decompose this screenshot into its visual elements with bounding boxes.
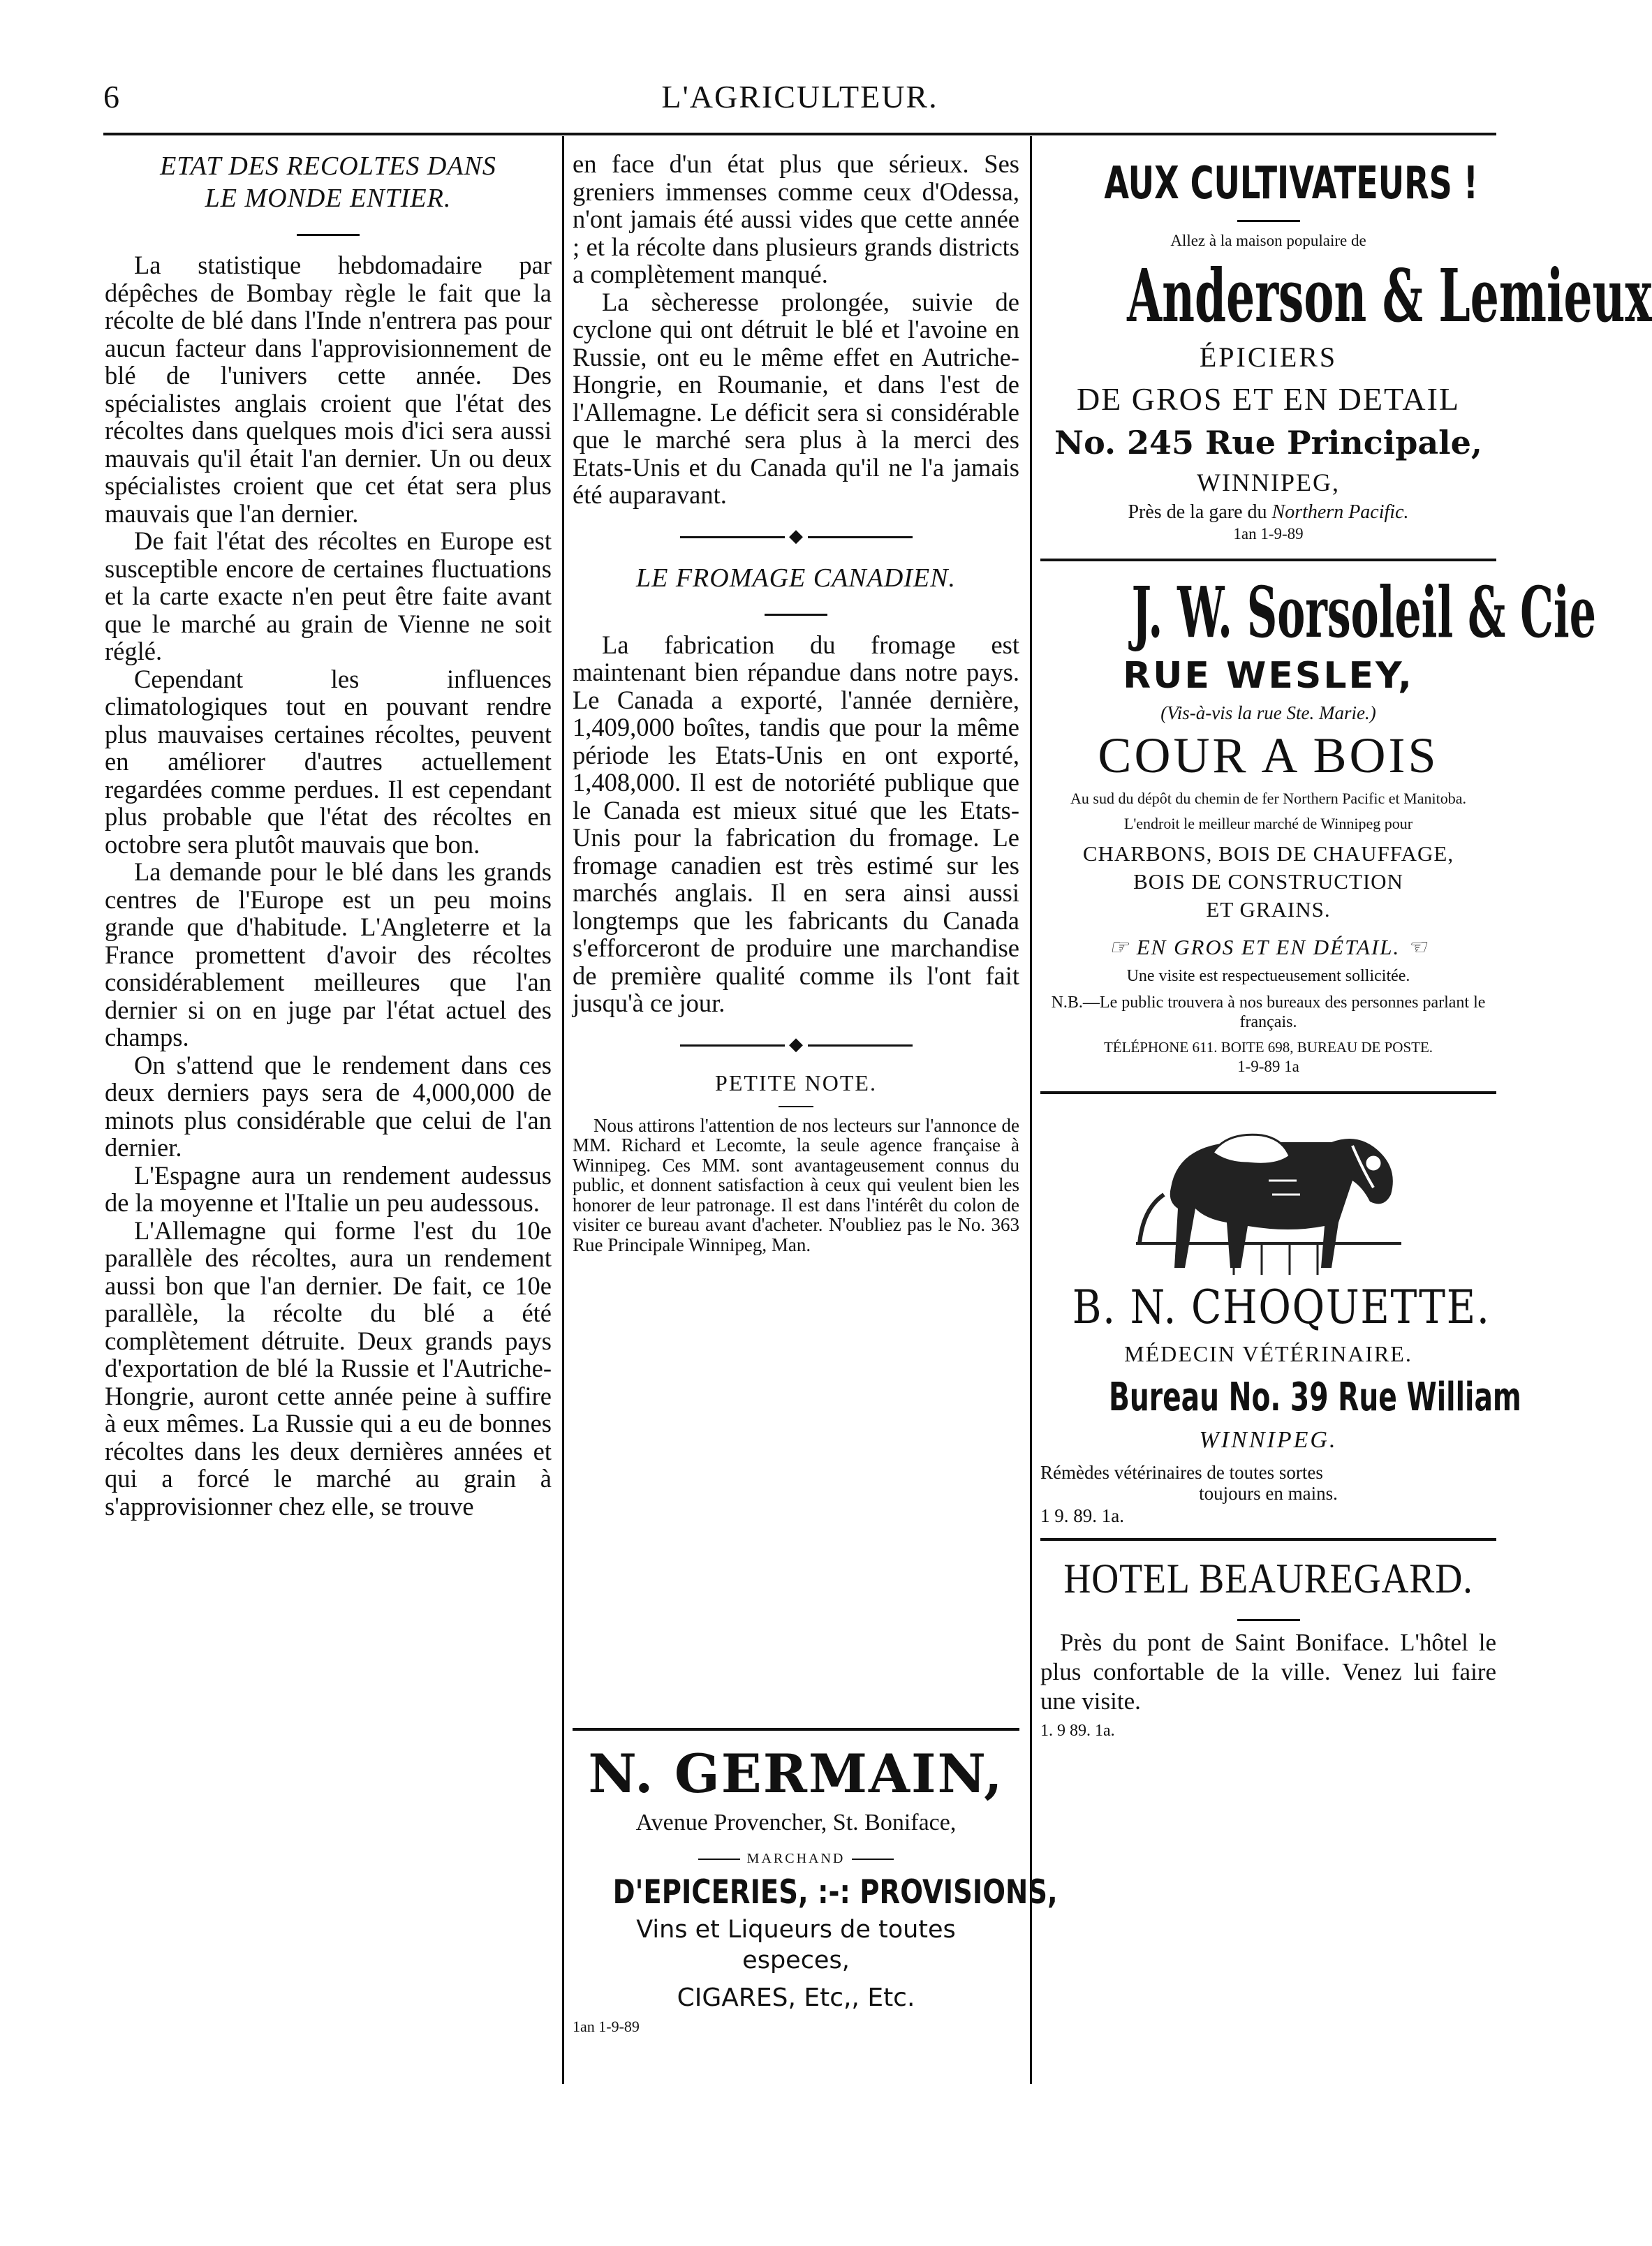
article-paragraph: en face d'un état plus que sérieux. Ses greniers immenses comme ceux d'Odessa, n'ont jamais été aussi vides que cette année ; et la récolte dans plusieurs grands districts a complètement manqué. [573, 149, 1019, 288]
ad-choquette-city: WINNIPEG. [1199, 1427, 1338, 1453]
ad-germain-wines-1: Vins et Liqueurs de toutes [636, 1916, 956, 1944]
note-title: PETITE NOTE. [715, 1070, 877, 1095]
pointing-hand-icon: ☜ [1407, 935, 1428, 959]
ad-anderson [1040, 157, 1652, 543]
column-1 [105, 150, 552, 2217]
newspaper-title: L'AGRICULTEUR. [661, 79, 938, 114]
ad-choquette-profession: MÉDECIN VÉTÉRINAIRE. [1124, 1341, 1413, 1366]
page-header [103, 78, 1496, 127]
ad-germain [573, 1728, 1058, 2036]
ad-sorsoleil [1040, 571, 1596, 1076]
ad-hotel-name: HOTEL BEAUREGARD. [1063, 1556, 1473, 1602]
article-paragraph: La statistique hebdomadaire par dépêches de Bombay règle le fait que la récolte de blé dans l'Inde n'entrera pas pour aucun facteur dans l'approvisionnement de blé de l'univers cette année. Des spécialistes anglais croient que l'état des récoltes dans quelques mois d'ici sera aussi mauvais qu'il était l'an dernier. Un ou deux spécialistes croient que cet état sera plus mauvais que l'an dernier. [105, 251, 552, 528]
ad-sorsoleil-business: COUR A BOIS [1098, 727, 1439, 783]
article-paragraph: L'Espagne aura un rendement audessus de la moyenne et l'Italie un peu audessous. [105, 1160, 552, 1217]
pointing-hand-icon: ☞ [1109, 935, 1130, 959]
note-text: Nous attirons l'attention de nos lecteurs sur l'annonce de MM. Richard et Lecomte, la seule agence française à Winnipeg. Ces MM. sont avantageusement connus du public, et donnent satisfaction à ceux qui veulent bien les honorer de leur patronage. Il est dans l'intérêt du colon de visiter ce bureau avant d'acheter. N'oubliez pas le No. 363 Rue Principale Winnipeg, Man. [573, 1114, 1019, 1255]
ad-sorsoleil-products-1: CHARBONS, BOIS DE CHAUFFAGE, [1082, 841, 1454, 866]
ad-sorsoleil-nb: N.B.—Le public trouvera à nos bureaux des personnes parlant le français. [1051, 993, 1486, 1031]
title-rule [765, 614, 827, 616]
column-divider-2 [1030, 136, 1032, 2084]
ad-sorsoleil-telephone: TÉLÉPHONE 611. BOITE 698, BUREAU DE POSTE. [1103, 1039, 1433, 1056]
header-rule [103, 133, 1496, 135]
ad-sorsoleil-best-place: L'endroit le meilleur marché de Winnipeg pour [1123, 815, 1413, 832]
article-title-line2: LE MONDE ENTIER. [205, 184, 452, 213]
ad-hotel-date: 1. 9 89. 1a. [1040, 1722, 1115, 1740]
title-rule [297, 234, 360, 236]
ad-germain-date: 1an 1-9-89 [573, 2018, 640, 2035]
ad-anderson-date: 1an 1-9-89 [1233, 525, 1304, 542]
section-ornament: ◆ [573, 1035, 1019, 1054]
ad-anderson-near: Près de la gare du Northern Pacific. [1128, 501, 1409, 523]
ad-sorsoleil-street: RUE WESLEY, [1123, 655, 1414, 697]
ad-anderson-headline: AUX CULTIVATEURS ! [1104, 158, 1478, 209]
article-paragraph: L'Allemagne qui forme l'est du 10e parallèle des récoltes, aura un rendement aussi bon que l'an dernier. De fait, ce 10e parallèle, la récolte du blé a été complètement détruite. Deux grands pays d'exportation de blé la Russie et l'Autriche-Hongrie, auront cette année peine à suffire à eux mêmes. La Russie qui a eu de bonnes récoltes dans les deux dernières années et qui a forcé le marché au grain à s'approvisionner chez elle, se trouve [105, 1216, 552, 1521]
ad-rule [573, 1728, 1019, 1731]
ad-separator [1040, 1091, 1496, 1094]
ad-sorsoleil-products-2: BOIS DE CONSTRUCTION [1133, 869, 1403, 894]
ad-sorsoleil-products-3: ET GRAINS. [1206, 897, 1331, 922]
note-rule [779, 1106, 813, 1107]
ad-rule [1237, 220, 1300, 222]
ad-separator [1040, 559, 1496, 561]
ad-germain-cigars: CIGARES, Etc,, Etc. [677, 1983, 915, 2012]
ad-choquette-name: B. N. CHOQUETTE. [1072, 1280, 1491, 1334]
ad-germain-goods: D'EPICERIES, :-: PROVISIONS, [612, 1873, 1058, 1912]
column-2 [573, 149, 1058, 2217]
ad-hotel-text: Près du pont de Saint Boniface. L'hôtel le plus confortable de la ville. Venez lui faire une visite. [1040, 1629, 1496, 1715]
column-divider-1 [562, 136, 564, 2084]
article-paragraph: Cependant les influences climatologiques tout en pouvant rendre plus mauvaises certaines récoltes, peuvent en améliorer d'autres actuellement regardées comme perdues. Il est cependant plus probable que l'état des récoltes en octobre sera plutôt mauvais que bon. [105, 664, 552, 859]
ad-sorsoleil-visit: Une visite est respectueusement sollicitée. [1126, 967, 1410, 985]
ad-anderson-city: WINNIPEG, [1197, 468, 1340, 496]
ad-anderson-address: No. 245 Rue Principale, [1054, 424, 1482, 461]
ad-anderson-intro: Allez à la maison populaire de [1170, 232, 1366, 249]
ad-sorsoleil-name: J. W. Sorsoleil & Cie [1131, 571, 1596, 653]
article-paragraph: De fait l'état des récoltes en Europe est susceptible encore de certaines fluctuations et la carte exacte n'en peut être faite avant que le marché au grain de Vienne ne soit réglé. [105, 526, 552, 665]
ad-anderson-trade: ÉPICIERS [1199, 341, 1338, 373]
article-paragraph: La sècheresse prolongée, suivie de cyclone qui ont détruit le blé et l'avoine en Russie, ont eu le même effet en Autriche-Hongrie, en Roumanie, et dans l'est de l'Allemagne. Le déficit sera si considérable que le marché sera plus à la merci des Etats-Unis et du Canada qu'il ne l'a jamais été auparavant. [573, 287, 1019, 509]
ad-anderson-name: Anderson & Lemieux [1127, 253, 1652, 339]
ad-germain-wines-2: especes, [742, 1946, 850, 1974]
article-paragraph: La fabrication du fromage est maintenant bien répandue dans notre pays. Le Canada a exporté, l'année dernière, 1,409,000 boîtes, tandis que pour la même période les Etats-Unis en ont exporté, 1,408,000. Il est de notoriété publique que le Canada est mieux situé que les Etats-Unis pour la fabrication du fromage. Le fromage canadien est très estimé sur les marchés anglais. Il en sera ainsi aussi longtemps que les fabricants du Canada s'efforceront de produire une marchandise de première qualité comme ils l'ont fait jusqu'à ce jour. [573, 630, 1019, 1017]
article-paragraph: La demande pour le blé dans les grands centres de l'Europe est un peu moins grande que d'habitude. L'Angleterre et la France promettent d'avoir des récoltes considérablement meilleures que l'an dernier si on en juge par l'état actuel des champs. [105, 857, 552, 1051]
section-ornament: ◆ [573, 527, 1019, 545]
ad-sorsoleil-wholesale: ☞ EN GROS ET EN DÉTAIL. ☜ [1109, 935, 1428, 959]
ad-hotel [1040, 1551, 1496, 1741]
ad-sorsoleil-south: Au sud du dépôt du chemin de fer Northern Pacific et Manitoba. [1070, 790, 1466, 807]
ad-germain-address: Avenue Provencher, St. Boniface, [635, 1810, 957, 1835]
ad-sorsoleil-date: 1-9-89 1a [1237, 1058, 1299, 1075]
ad-rule [1237, 1619, 1300, 1621]
ad-germain-merchant: MARCHAND [573, 1851, 1019, 1867]
column-3 [1040, 150, 1652, 2217]
article-title: LE FROMAGE CANADIEN. [635, 563, 956, 593]
ad-choquette [1040, 1104, 1521, 1527]
ad-choquette-date: 1 9. 89. 1a. [1040, 1505, 1124, 1526]
ad-choquette-remedies: Rémèdes vétérinaires de toutes sortes toujours en mains. [1040, 1462, 1338, 1504]
ad-anderson-kind: DE GROS ET EN DETAIL [1076, 381, 1461, 417]
horse-illustration-icon [1122, 1104, 1415, 1278]
article-title-line1: ETAT DES RECOLTES DANS [160, 152, 496, 181]
ad-germain-name: N. GERMAIN, [588, 1743, 1004, 1805]
ad-choquette-office: Bureau No. 39 Rue William [1108, 1375, 1521, 1420]
article-paragraph: On s'attend que le rendement dans ces deux derniers pays sera de 4,000,000 de minots plus considérable que celui de l'an dernier. [105, 1050, 552, 1162]
page-number: 6 [103, 79, 119, 114]
ad-separator [1040, 1538, 1496, 1541]
ad-sorsoleil-opposite: (Vis-à-vis la rue Ste. Marie.) [1160, 702, 1376, 723]
